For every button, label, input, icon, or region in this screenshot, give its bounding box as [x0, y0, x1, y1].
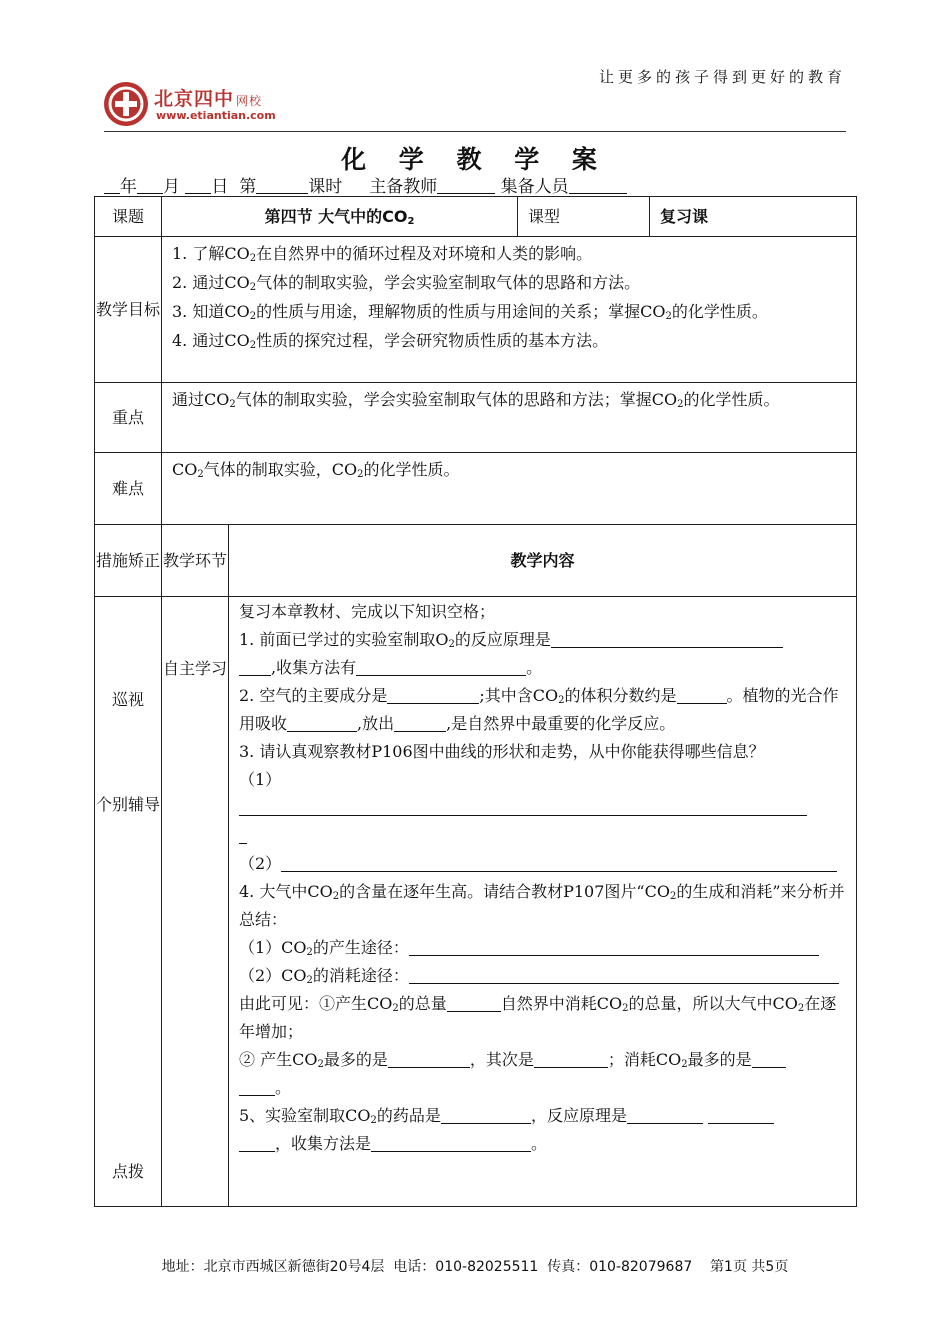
dateline: 年 月 日 第 课时 主备教师 集备人员	[104, 172, 627, 197]
focus-label: 重点	[95, 383, 162, 453]
difficulty-label: 难点	[95, 453, 162, 525]
header-divider	[104, 131, 846, 132]
phase-label: 教学环节	[162, 525, 229, 597]
slogan: 让更多的孩子得到更好的教育	[598, 68, 846, 86]
logo-emblem-icon	[104, 82, 148, 126]
type-value: 复习课	[650, 197, 857, 237]
type-label: 课型	[518, 197, 650, 237]
phase-value: 自主学习	[162, 597, 229, 1207]
content-label: 教学内容	[229, 525, 857, 597]
goals-label: 教学目标	[95, 237, 162, 383]
school-logo	[104, 82, 304, 128]
measures-label: 措施矫正	[95, 525, 162, 597]
logo-url: www.etiantian.com	[156, 109, 276, 122]
lesson-plan-table	[94, 196, 857, 1207]
focus-content: 通过$CO_2$气体的制取实验，学会实验室制取气体的思路和方法；掌握$CO_2$的化学性质。	[162, 383, 857, 453]
topic-value: 第四节 大气中的$CO_2$	[162, 197, 518, 237]
goals-content: 1. 了解$CO_2$在自然界中的循环过程及对环境和人类的影响。 2. 通过$CO_2$气体的制取实验，学会实验室制取气体的思路和方法。 3. 知道$CO_2$的性质与用途，理解物质的性质与用途间的关系；掌握$CO_2$的化学性质。 4. 通过$CO_2$性质的探究过程，学会研究物质性质的基本方法。	[162, 237, 857, 383]
topic-label: 课题	[95, 197, 162, 237]
logo-name: 北京四中 网校	[154, 88, 263, 110]
page-title: 化 学 教 学 案	[341, 145, 609, 174]
teaching-content: 复习本章教材、完成以下知识空格； 1. 前面已学过的实验室制取$O_2$的反应原理是 ,收集方法有 。 2. 空气的主要成分是 ;其中含$CO_2$的体积分数约是 。植物的光合作用吸收 ,放出 ,是自然界中最重要的化学反应。 3. 请认真观察教材P106图中曲线的形状和走势，从中你能获得哪些信息？ （1） （2） 4. 大气中$CO_2$的含量在逐年生高。请结合教材P107图片“$CO_2$的生成和消耗”来分析并总结： $(1)CO_2$的产生途径： $(2)CO_2$的消耗途径： 由此可见：①产生$CO_2$的总量 自然界中消耗$CO_2$的总量，所以大气中$CO_2$在逐年增加； ② 产生$CO_2$最多的是 ，其次是 ；消耗$CO_2$最多的是 。 5、实验室制取$CO_2$的药品是 ，反应原理是 ，收集方法是 。	[229, 597, 857, 1207]
side-notes: 巡视 个别辅导 点拨	[95, 597, 162, 1207]
footer: 地址：北京市西城区新德街20号4层 电话：010-82025511 传真：010-82079687 第1页 共5页	[161, 1259, 789, 1275]
difficulty-content: $CO_2$气体的制取实验，$CO_2$的化学性质。	[162, 453, 857, 525]
